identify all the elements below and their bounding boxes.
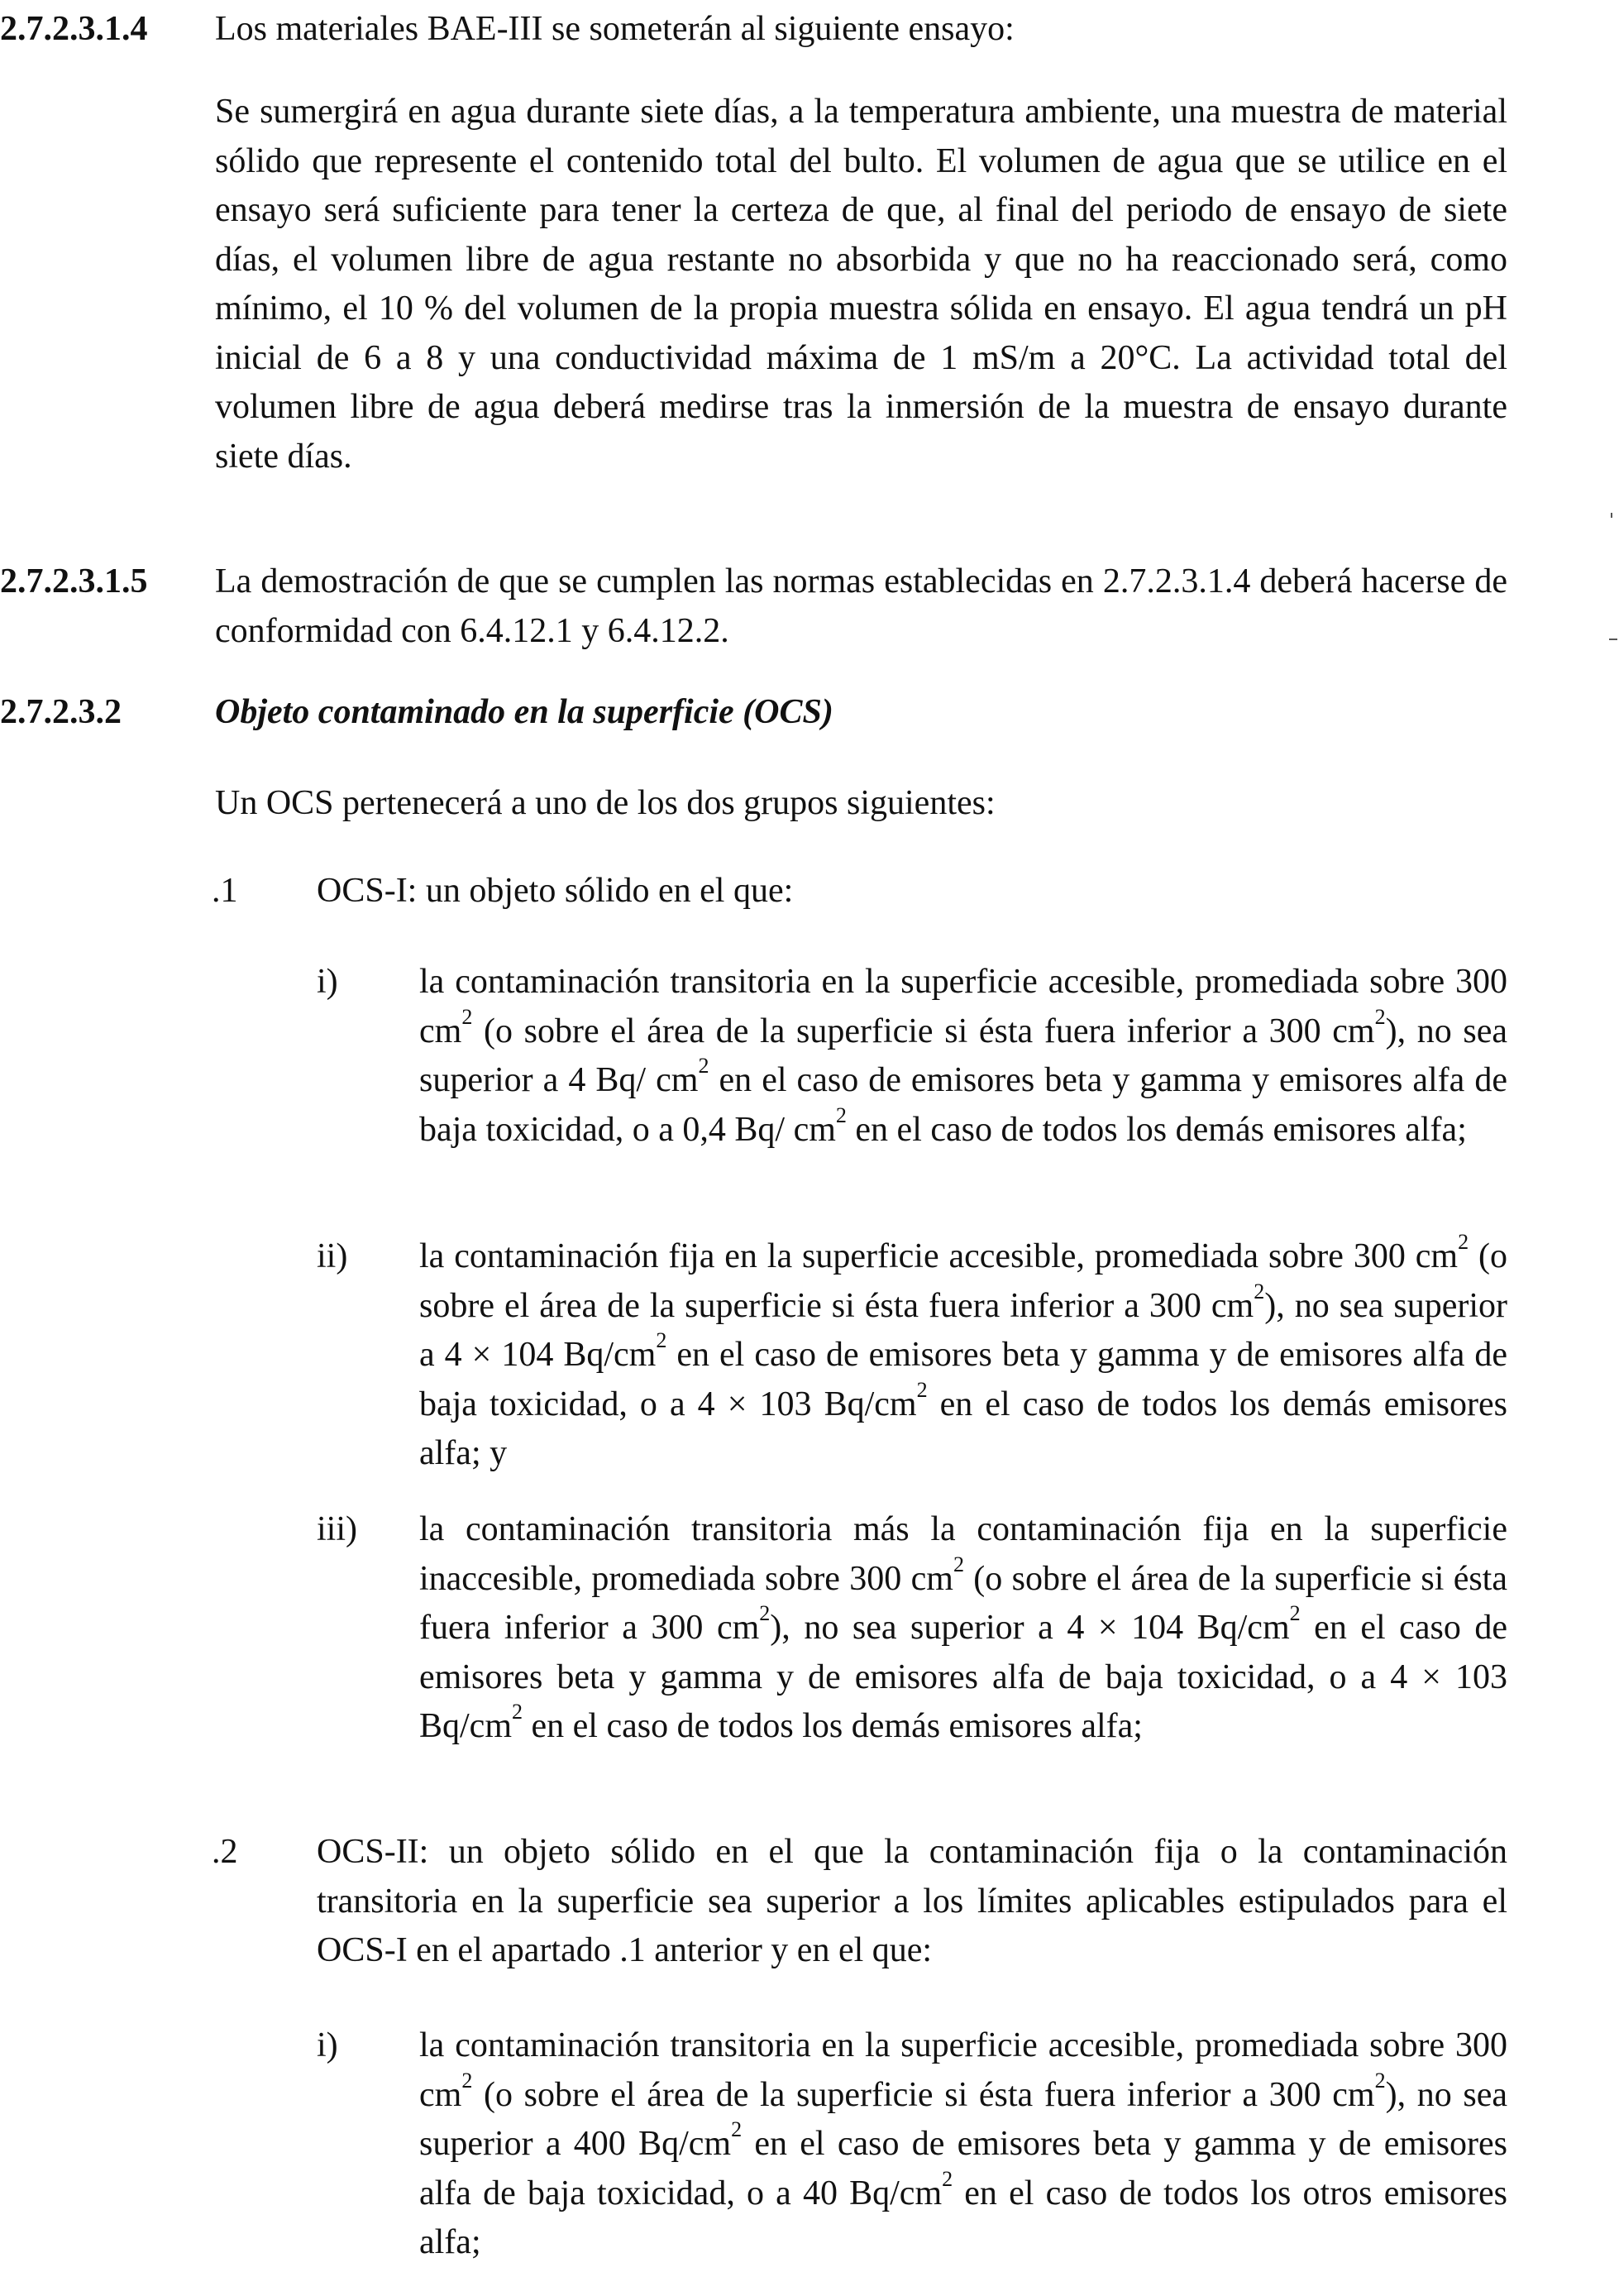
group-index-2: .2 <box>212 1833 238 1871</box>
group-lead-ocs-i: OCS-I: un objeto sólido en el que: <box>317 872 794 910</box>
section-body-bae-iii-test: Se sumergirá en agua durante siete días, a la temperatura ambiente, una muestra de material sólido que represente el contenido total del bulto. El volumen de agua que se utilice en el ensayo será suficiente para tener la certeza de que, al final del periodo de ensayo de siete días, el volumen libre de agua restante no absorbida y que no ha reaccionado será, como mínimo, el 10 % del volumen de la propia muestra sólida en ensayo. El agua tendrá un pH inicial de 6 a 8 y una conductividad máxima de 1 mS/m a 20°C. La actividad total del volumen libre de agua deberá medirse tras la inmersión de la muestra de ensayo durante siete días. <box>215 93 1507 476</box>
margin-dash-mark <box>1609 639 1617 640</box>
section-heading-bae-iii: Los materiales BAE-III se someterán al siguiente ensayo: <box>215 10 1015 48</box>
item-label-ocs-i-ii: ii) <box>317 1237 348 1275</box>
section-title-ocs: Objeto contaminado en la superficie (OCS) <box>215 693 833 731</box>
section-number-2-7-2-3-1-5: 2.7.2.3.1.5 <box>0 562 148 600</box>
item-text-ocs-i-i: la contaminación transitoria en la superficie accesible, promediada sobre 300 $cm^2$ (o sobre el área de la superficie si ésta fuera inferior a 300 $cm^2$), no sea superior a 4 Bq/ $cm^2$ en el caso de emisores beta y gamma y emisores alfa de baja toxicidad, o a 0,4 Bq/ $cm^2$ en el caso de todos los demás emisores alfa; <box>419 963 1507 1149</box>
section-number-2-7-2-3-2: 2.7.2.3.2 <box>0 693 122 731</box>
item-label-ocs-ii-i: i) <box>317 2026 338 2064</box>
scan-speck <box>1611 513 1612 518</box>
section-number-2-7-2-3-1-4: 2.7.2.3.1.4 <box>0 10 148 48</box>
section-intro-ocs-groups: Un OCS pertenecerá a uno de los dos grupos siguientes: <box>215 784 996 822</box>
item-text-ocs-i-ii: la contaminación fija en la superficie accesible, promediada sobre 300 $cm^2$ (o sobre el área de la superficie si ésta fuera inferior a 300 $cm^2$), no sea superior a 4 × 104 $Bq/cm^2$ en el caso de emisores beta y gamma y de emisores alfa de baja toxicidad, o a 4 × 103 $Bq/cm^2$ en el caso de todos los demás emisores alfa; y <box>419 1229 1508 1472</box>
item-label-ocs-i-i: i) <box>317 963 338 1001</box>
item-label-ocs-i-iii: iii) <box>317 1510 357 1548</box>
item-text-ocs-i-iii: la contaminación transitoria más la contaminación fija en la superficie inaccesible, promediada sobre 300 $cm^2$ (o sobre el área de la superficie si ésta fuera inferior a 300 $cm^2$), no sea superior a 4 × 104 $Bq/cm^2$ en el caso de emisores beta y gamma y de emisores alfa de baja toxicidad, o a 4 × 103 $Bq/cm^2$ en el caso de todos los demás emisores alfa; <box>419 1510 1507 1745</box>
section-body-demonstration: La demostración de que se cumplen las normas establecidas en 2.7.2.3.1.4 deberá hacerse de conformidad con 6.4.12.1 y 6.4.12.2. <box>215 562 1507 650</box>
item-text-ocs-ii-i: la contaminación transitoria en la superficie accesible, promediada sobre 300 $cm^2$ (o sobre el área de la superficie si ésta fuera inferior a 300 $cm^2$), no sea superior a 400 $Bq/cm^2$ en el caso de emisores beta y gamma y de emisores alfa de baja toxicidad, o a 40 $Bq/cm^2$ en el caso de todos los otros emisores alfa; <box>419 2026 1508 2261</box>
group-lead-ocs-ii: OCS-II: un objeto sólido en el que la contaminación fija o la contaminación transitoria en la superficie sea superior a los límites aplicables estipulados para el OCS-I en el apartado .1 anterior y en el que: <box>317 1833 1507 1969</box>
group-index-1: .1 <box>212 872 238 910</box>
